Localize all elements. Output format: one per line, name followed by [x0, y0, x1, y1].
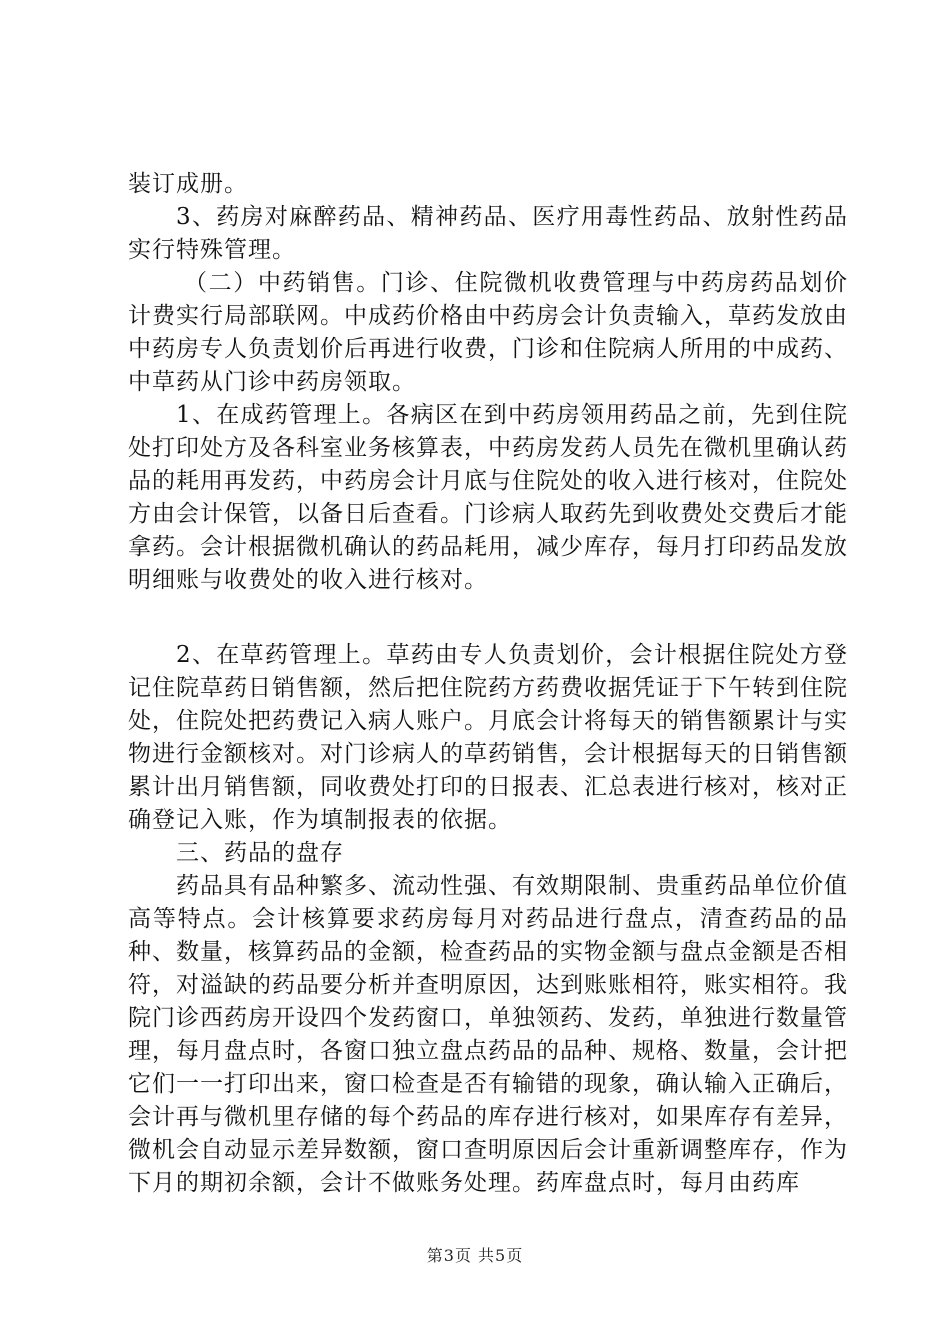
section-heading-inventory: 三、药品的盘存: [176, 840, 344, 866]
paragraph-inventory: 药品具有品种繁多、流动性强、有效期限制、贵重药品单位价值高等特点。会计核算要求药房每月对药品进行盘点，清查药品的品种、数量，核算药品的金额，检查药品的实物金额与盘点金额是否相符，对溢缺的药品要分析并查明原因，达到账账相符，账实相符。我院门诊西药房开设四个发药窗口，单独领药、发药，单独进行数量管理，每月盘点时，各窗口独立盘点药品的品种、规格、数量，会计把它们一一打印出来，窗口检查是否有输错的现象，确认输入正确后，会计再与微机里存储的每个药品的库存进行核对，如果库存有差异，微机会自动显示差异数额，窗口查明原因后会计重新调整库存，作为下月的期初余额，会计不做账务处理。药库盘点时，每月由药库: [128, 873, 848, 1196]
paragraph-patent-medicine: 1、在成药管理上。各病区在到中药房领用药品之前，先到住院处打印处方及各科室业务核算表，中药房发药人员先在微机里确认药品的耗用再发药，中药房会计月底与住院处的收入进行核对，住院处方由会计保管，以备日后查看。门诊病人取药先到收费处交费后才能拿药。会计根据微机确认的药品耗用，减少库存，每月打印药品发放明细账与收费处的收入进行核对。: [128, 402, 848, 593]
paragraph-special-management: 3、药房对麻醉药品、精神药品、医疗用毒性药品、放射性药品实行特殊管理。: [128, 204, 848, 263]
paragraph-tcm-sales: （二）中药销售。门诊、住院微机收费管理与中药房药品划价计费实行局部联网。中成药价格由中药房会计负责输入，草药发放由中药房专人负责划价后再进行收费，门诊和住院病人所用的中成药、中草药从门诊中药房领取。: [128, 270, 848, 395]
paragraph-continuation: 装订成册。: [128, 171, 248, 197]
paragraph-herbal-medicine: 2、在草药管理上。草药由专人负责划价，会计根据住院处方登记住院草药日销售额，然后把住院药方药费收据凭证于下午转到住院处，住院处把药费记入病人账户。月底会计将每天的销售额累计与实物进行金额核对。对门诊病人的草药销售，会计根据每天的日销售额累计出月销售额，同收费处打印的日报表、汇总表进行核对，核对正确登记入账，作为填制报表的依据。: [128, 642, 848, 833]
document-body: [128, 168, 848, 1200]
paragraph-gap: [128, 597, 848, 639]
page-number-footer: 第3页 共5页: [426, 1246, 524, 1265]
